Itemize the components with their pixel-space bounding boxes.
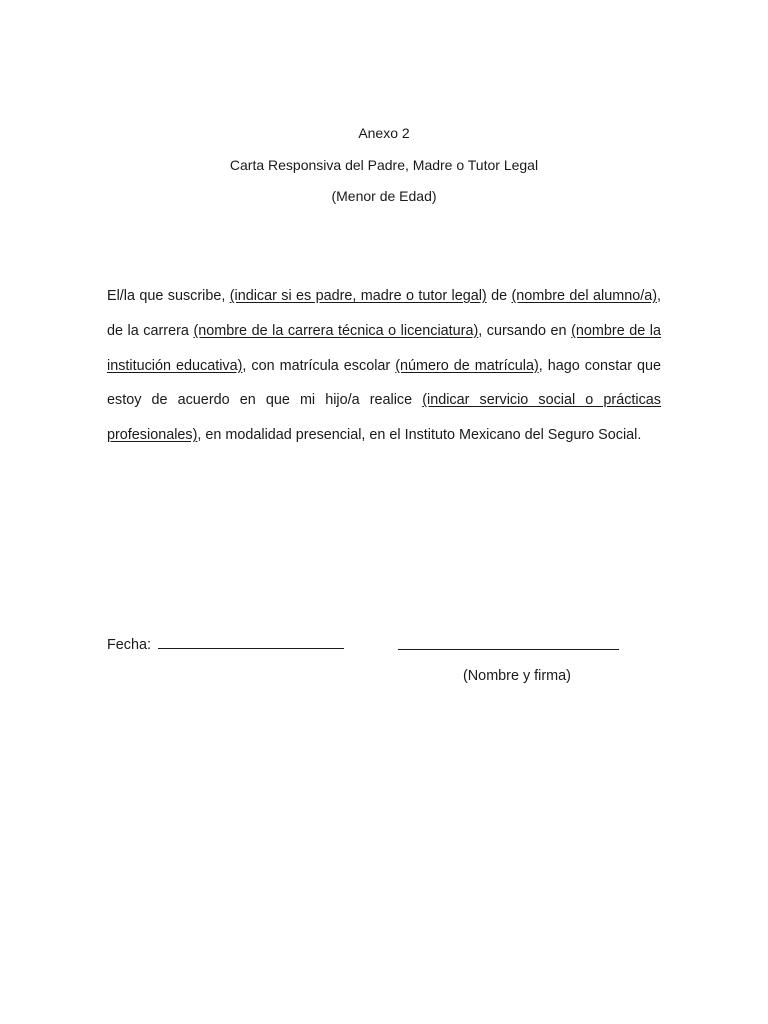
body-text-4: , cursando en <box>478 322 572 339</box>
placeholder-institution-name: (nombre de la institución educativa) <box>107 322 661 374</box>
placeholder-student-name: (nombre del alumno/a) <box>511 288 657 304</box>
date-label: Fecha: <box>107 637 151 653</box>
body-text-1: El/la que suscribe, <box>107 288 230 304</box>
letter-title: Carta Responsiva del Padre, Madre o Tutor Legal <box>229 157 539 173</box>
body-text-2: de <box>486 288 512 304</box>
body-text-6: , hago constar que estoy de acuerdo en que mi hijo/a realice <box>107 357 662 409</box>
signature-label: (Nombre y firma) <box>463 668 571 684</box>
letter-subtitle: (Menor de Edad) <box>331 188 437 204</box>
body-text-5: , con matrícula escolar <box>242 357 396 374</box>
placeholder-enrollment-number: (número de matrícula) <box>395 357 539 374</box>
letter-body <box>107 279 661 453</box>
placeholder-service-type: (indicar servicio social o prácticas profesionales) <box>107 392 661 444</box>
annex-label: Anexo 2 <box>358 125 410 141</box>
date-blank-line <box>158 634 344 649</box>
placeholder-career-name: (nombre de la carrera técnica o licenciatura) <box>193 322 479 339</box>
placeholder-relationship: (indicar si es padre, madre o tutor legal) <box>229 288 487 304</box>
date-field <box>107 634 344 655</box>
body-text-7: , en modalidad presencial, en el Instituto Mexicano del Seguro Social. <box>197 427 642 444</box>
signature-blank-line <box>398 649 619 650</box>
body-text-3: , de la carrera <box>107 288 661 339</box>
